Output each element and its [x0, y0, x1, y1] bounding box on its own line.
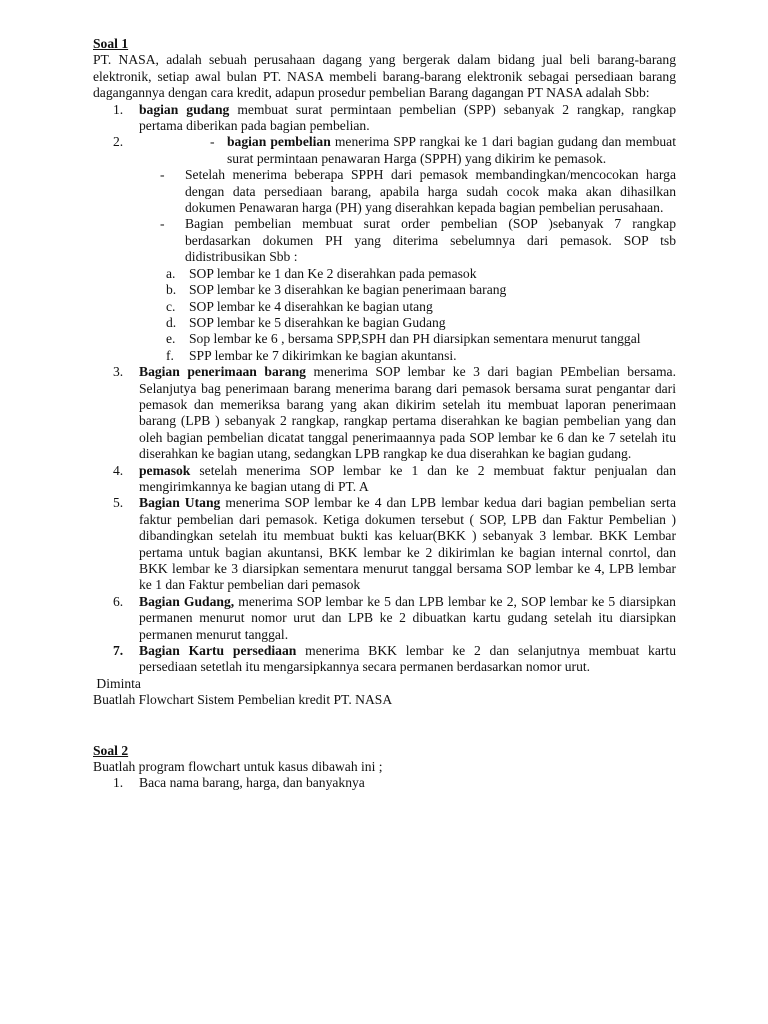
sub-text: SOP lembar ke 3 diserahkan ke bagian penerimaan barang — [189, 282, 507, 298]
list-item-6 — [93, 594, 676, 643]
item-number: 7. — [113, 643, 124, 659]
list-item-5 — [93, 495, 676, 593]
spacer — [93, 709, 676, 743]
item-text: menerima SOP lembar ke 3 dari bagian PEmbelian bersama. Selanjutya bag penerimaan barang menerima barang dari pemasok bersama surat pengantar dari pemasok dan memeriksa barang yang akan dikirim setelah itu membuat laporan penerimaan barang (LPB ) sebanyak 2 rangkap, rangkap pertama diserahkan ke bagian pembelian yang dan oleh bagian pembelian dicatat tanggal penerimaannya pada SOP lembar ke 6 dan ke 7 setelah itu diserahkan ke bagian utang, sedangkan LPB rangkap ke dua diserahkan ke bagian gudang. — [139, 364, 676, 462]
dash-item-2 — [93, 167, 676, 216]
sub-letter: d. — [166, 314, 177, 330]
item-text: Setelah menerima beberapa SPPH dari pemasok membandingkan/mencocokan harga dengan data persediaan barang, apabila harga sudah cocok maka akan dihasilkan dokumen Penawaran harga (PH) yang diserahkan kepada bagian pembelian perusahaan. — [185, 167, 676, 216]
sub-text: SPP lembar ke 7 dikirimkan ke bagian akuntansi. — [189, 347, 457, 363]
item-number: 2. — [113, 134, 124, 150]
item-text: setelah menerima SOP lembar ke 1 dan ke 2 membuat faktur penjualan dan mengirimkannya ke bagian utang di PT. A — [139, 462, 676, 494]
soal2-title: Soal 2 — [93, 742, 129, 758]
task-text: Buatlah Flowchart Sistem Pembelian kredit PT. NASA — [93, 692, 393, 708]
list-item-7 — [93, 643, 676, 676]
soal2-list-item-1 — [93, 775, 676, 791]
item-heading: Bagian penerimaan barang — [139, 364, 306, 380]
item-number: 3. — [113, 364, 124, 380]
item-text: menerima SOP lembar ke 5 dan LPB lembar ke 2, SOP lembar ke 5 diarsipkan permanen menurut nomor urut dan LPB ke 2 dibuatkan kartu gudang setelah itu diarsipkan permanen menurut tanggal. — [139, 593, 676, 642]
item-number: 1. — [113, 775, 124, 791]
sub-item-a — [93, 266, 676, 282]
item-number: 4. — [113, 462, 124, 478]
item-number: 1. — [113, 101, 124, 117]
sub-text: SOP lembar ke 4 diserahkan ke bagian utang — [189, 298, 433, 314]
item-text: Baca nama barang, harga, dan banyaknya — [139, 775, 365, 791]
item-number: 6. — [113, 593, 124, 609]
sub-text: Sop lembar ke 6 , bersama SPP,SPH dan PH diarsipkan sementara menurut tanggal — [189, 331, 641, 347]
sub-text: SOP lembar ke 1 dan Ke 2 diserahkan pada pemasok — [189, 265, 477, 281]
item-heading: Bagian Gudang, — [139, 593, 235, 609]
dash-bullet: - — [210, 134, 215, 150]
sub-letter: a. — [166, 265, 176, 281]
item-number: 5. — [113, 495, 124, 511]
sub-letter: f. — [166, 347, 174, 363]
soal2-intro: Buatlah program flowchart untuk kasus dibawah ini ; — [93, 759, 383, 775]
list-item-2 — [93, 134, 676, 167]
dash-bullet: - — [160, 216, 165, 232]
sub-item-d — [93, 315, 676, 331]
list-item-1 — [93, 102, 676, 135]
list-item-3 — [93, 364, 676, 462]
sub-item-c — [93, 299, 676, 315]
sub-item-b — [93, 282, 676, 298]
item-text: menerima BKK lembar ke 2 dan selanjutnya membuat kartu persediaan setetlah itu mengarsipkannya secara permanen berdasarkan nomor urut. — [139, 643, 676, 675]
sub-letter: c. — [166, 298, 176, 314]
item-heading: Bagian Utang — [139, 495, 221, 511]
item-heading: bagian pembelian — [227, 134, 331, 150]
item-heading: Bagian Kartu persediaan — [139, 643, 297, 659]
item-text-wrap — [185, 134, 676, 167]
item-heading: pemasok — [139, 462, 191, 478]
item-text: menerima SPP rangkai ke 1 dari bagian gudang dan membuat surat permintaan penawaran Harga (SPPH) yang dikirim ke pemasok. — [227, 134, 676, 166]
sub-text: SOP lembar ke 5 diserahkan ke bagian Gudang — [189, 314, 446, 330]
dash-bullet: - — [160, 167, 165, 183]
sub-letter: e. — [166, 331, 176, 347]
dash-item-3 — [93, 216, 676, 265]
item-text: membuat surat permintaan pembelian (SPP) sebanyak 2 rangkap, rangkap pertama diberikan pada bagian pembelian. — [139, 101, 676, 134]
soal1-title: Soal 1 — [93, 36, 129, 51]
sub-item-e — [93, 331, 676, 347]
soal1-intro: PT. NASA, adalah sebuah perusahaan dagang yang bergerak dalam bidang jual beli barang-barang elektronik, setiap awal bulan PT. NASA membeli barang-barang elektronik sebagai persediaan barang dagangannya dengan cara kredit, adapun prosedur pembelian Barang dagangan PT NASA adalah Sbb: — [93, 52, 676, 101]
item-text: menerima SOP lembar ke 4 dan LPB lembar kedua dari bagian pembelian serta faktur pembelian dari pemasok. Ketiga dokumen tersebut ( SOP, LPB dan Faktur Pembelian ) dibandingkan setelah itu membuat bukti kas keluar(BKK ) sebanyak 3 lembar. BKK Lembar pertama untuk bagian akuntansi, BKK lembar ke 2 dikirimlan ke bagian internal conrtol, dan BKK lembar ke 3 diarsipkan sementara menurut tanggal bersama SOP lembar ke 4, LPB lembar ke 1 dan Faktur pembelian dari pemasok — [139, 495, 676, 593]
diminta-label: Diminta — [93, 675, 141, 691]
list-item-4 — [93, 463, 676, 496]
sub-letter: b. — [166, 282, 177, 298]
item-text: Bagian pembelian membuat surat order pembelian (SOP )sebanyak 7 rangkap berdasarkan dokumen PH yang diterima sebelumnya dari pemasok. SOP tsb didistribusikan Sbb : — [185, 216, 676, 265]
item-heading: bagian gudang — [139, 101, 230, 117]
sub-item-f — [93, 348, 676, 364]
